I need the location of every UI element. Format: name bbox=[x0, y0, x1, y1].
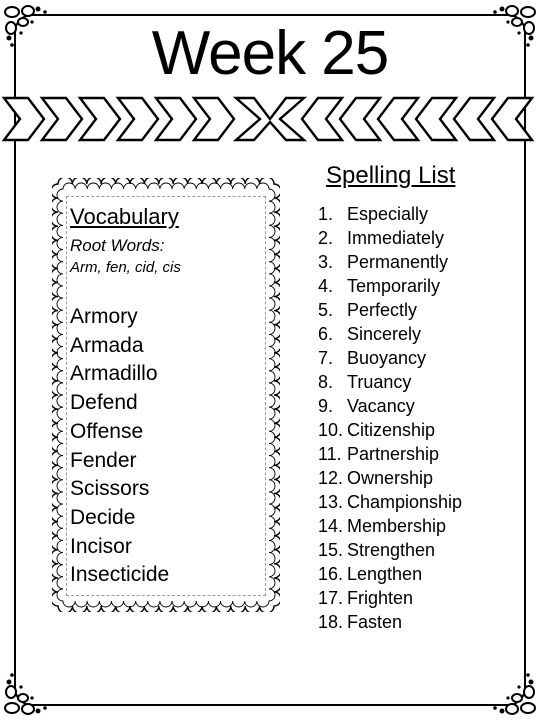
spelling-word-list bbox=[318, 202, 462, 634]
spelling-item-number: 13. bbox=[318, 492, 344, 512]
spelling-item-word: Temporarily bbox=[347, 276, 441, 296]
vocabulary-word: Armory bbox=[70, 305, 138, 328]
spelling-item-word: Ownership bbox=[347, 468, 434, 488]
vocabulary-word: Insecticide bbox=[70, 563, 170, 587]
flower-dots-corner-icon bbox=[2, 670, 50, 718]
spelling-item-word: Perfectly bbox=[347, 300, 418, 320]
spelling-item bbox=[318, 202, 462, 226]
spelling-list-heading: Spelling List bbox=[326, 162, 456, 189]
spelling-item-word: Especially bbox=[347, 204, 429, 224]
spelling-item-number: 18. bbox=[318, 612, 344, 632]
flower-dots-corner-icon bbox=[490, 670, 538, 718]
spelling-item bbox=[318, 394, 462, 418]
spelling-item-word: Immediately bbox=[347, 228, 445, 248]
spelling-item-number: 9. bbox=[318, 396, 334, 416]
spelling-item bbox=[318, 370, 462, 394]
vocabulary-heading: Vocabulary bbox=[70, 204, 179, 229]
spelling-item bbox=[318, 538, 462, 562]
spelling-item bbox=[318, 274, 462, 298]
vocabulary-word: Scissors bbox=[70, 477, 150, 501]
spelling-item bbox=[318, 610, 462, 634]
spelling-item-number: 6. bbox=[318, 324, 334, 344]
spelling-item-number: 8. bbox=[318, 372, 334, 392]
root-words-list: Arm, fen, cid, cis bbox=[70, 259, 181, 276]
spelling-item-word: Citizenship bbox=[347, 420, 436, 440]
spelling-item bbox=[318, 586, 462, 610]
page-title: Week 25 bbox=[151, 19, 389, 88]
spelling-item bbox=[318, 322, 462, 346]
chevron-band-icon bbox=[0, 94, 540, 144]
spelling-item-number: 17. bbox=[318, 588, 344, 608]
spelling-item-number: 7. bbox=[318, 348, 334, 368]
spelling-item bbox=[318, 346, 462, 370]
vocabulary-word: Defend bbox=[70, 391, 138, 415]
vocabulary-word: Fender bbox=[70, 448, 137, 472]
spelling-item-word: Fasten bbox=[347, 612, 403, 632]
spelling-item-word: Sincerely bbox=[347, 324, 422, 344]
spelling-item-number: 1. bbox=[318, 204, 334, 224]
spelling-item-number: 15. bbox=[318, 540, 344, 560]
spelling-item-number: 2. bbox=[318, 228, 334, 248]
spelling-item-number: 10. bbox=[318, 420, 344, 440]
spelling-item-number: 12. bbox=[318, 468, 344, 488]
spelling-item-number: 5. bbox=[318, 300, 334, 320]
root-words-label: Root Words: bbox=[70, 236, 165, 255]
spelling-item bbox=[318, 514, 462, 538]
vocabulary-word: Offense bbox=[70, 419, 144, 443]
spelling-item-word: Truancy bbox=[347, 372, 412, 392]
spelling-item-word: Partnership bbox=[347, 444, 440, 464]
spelling-item-word: Championship bbox=[347, 492, 463, 512]
vocabulary-word: Incisor bbox=[70, 534, 132, 558]
spelling-item-number: 4. bbox=[318, 276, 334, 296]
spelling-item-word: Strengthen bbox=[347, 540, 436, 560]
spelling-item-word: Lengthen bbox=[347, 564, 423, 584]
spelling-item-word: Membership bbox=[347, 516, 447, 536]
spelling-item-word: Permanently bbox=[347, 252, 449, 272]
spelling-item bbox=[318, 298, 462, 322]
spelling-item bbox=[318, 442, 462, 466]
vocabulary-word: Armada bbox=[70, 333, 144, 357]
spelling-item-number: 16. bbox=[318, 564, 344, 584]
spelling-item bbox=[318, 562, 462, 586]
spelling-item-number: 3. bbox=[318, 252, 334, 272]
spelling-item bbox=[318, 490, 462, 514]
spelling-item-word: Frighten bbox=[347, 588, 414, 608]
spelling-item-word: Vacancy bbox=[347, 396, 415, 416]
spelling-item bbox=[318, 466, 462, 490]
spelling-item-word: Buoyancy bbox=[347, 348, 427, 368]
spelling-item bbox=[318, 226, 462, 250]
spelling-item-number: 11. bbox=[318, 444, 342, 464]
spelling-item bbox=[318, 418, 462, 442]
vocabulary-word: Decide bbox=[70, 505, 136, 529]
vocabulary-word-list bbox=[70, 303, 169, 590]
vocabulary-word: Armadillo bbox=[70, 362, 158, 386]
spelling-item bbox=[318, 250, 462, 274]
spelling-item-number: 14. bbox=[318, 516, 344, 536]
